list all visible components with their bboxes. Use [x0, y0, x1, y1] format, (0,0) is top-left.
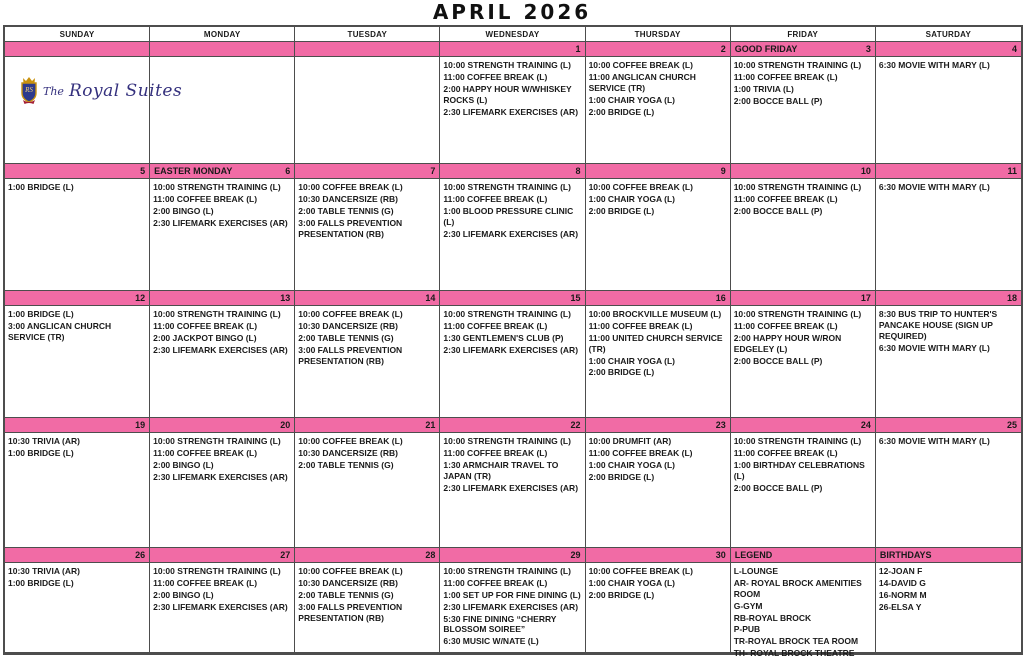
event-item: 10:00 COFFEE BREAK (L)	[588, 60, 693, 70]
weekday-header-saturday: SATURDAY	[876, 27, 1021, 42]
day-band	[440, 418, 585, 433]
event-item: 10:30 TRIVIA (AR)	[8, 436, 80, 446]
day-cell	[295, 306, 440, 418]
event-item: 2:00 BINGO (L)	[153, 205, 214, 216]
event-item: 2:30 LIFEMARK EXERCISES (AR)	[443, 601, 579, 612]
event-item: 6:30 MOVIE WITH MARY (L)	[878, 436, 990, 446]
day-band	[295, 548, 440, 563]
day-number: 14	[425, 293, 436, 303]
day-band	[876, 42, 1021, 57]
day-band	[876, 418, 1021, 433]
day-number: 21	[425, 420, 436, 430]
day-band	[5, 548, 150, 563]
event-item: 10:00 STRENGTH TRAINING (L)	[443, 182, 571, 192]
day-band	[5, 164, 150, 179]
day-cell	[5, 563, 150, 653]
event-item: 2:00 TABLE TENNIS (G)	[298, 459, 394, 470]
day-band	[586, 42, 731, 57]
event-item: 2:00 JACKPOT BINGO (L)	[153, 332, 257, 343]
day-band	[295, 291, 440, 306]
event-item: 2:00 BRIDGE (L)	[588, 589, 655, 600]
event-item: 10:00 COFFEE BREAK (L)	[298, 182, 403, 192]
calendar-grid	[3, 25, 1023, 659]
day-cell	[5, 57, 150, 164]
weekday-header-sunday: SUNDAY	[5, 27, 150, 42]
event-item: 10:00 STRENGTH TRAINING (L)	[733, 60, 862, 70]
event-item: 11:00 UNITED CHURCH SERVICE (TR)	[588, 332, 723, 354]
event-item: 1:00 SET UP FOR FINE DINING (L)	[443, 589, 581, 600]
page-title: APRIL 2026	[432, 0, 592, 24]
day-band	[5, 418, 150, 433]
svg-text:RS: RS	[25, 86, 33, 94]
day-cell	[731, 563, 876, 659]
day-band	[586, 548, 731, 563]
day-number: 4	[1011, 44, 1017, 54]
day-cell	[295, 563, 440, 653]
event-item: 1:00 BRIDGE (L)	[8, 309, 74, 319]
day-cell	[150, 306, 295, 418]
event-item: 2:00 HAPPY HOUR W/WHISKEY ROCKS (L)	[443, 83, 572, 105]
day-number: 16	[715, 293, 726, 303]
day-cell	[440, 563, 585, 653]
event-item: 2:30 LIFEMARK EXERCISES (AR)	[153, 344, 288, 355]
day-number: 3	[865, 44, 871, 54]
day-cell	[440, 433, 585, 548]
event-item: AR- ROYAL BROCK AMENITIES ROOM	[733, 577, 862, 599]
event-item: 6:30 MOVIE WITH MARY (L)	[878, 342, 990, 353]
event-item: 1:00 CHAIR YOGA (L)	[588, 355, 675, 366]
day-cell	[440, 57, 585, 164]
event-item: 3:00 FALLS PREVENTION PRESENTATION (RB)	[298, 601, 403, 623]
event-item: 10:00 STRENGTH TRAINING (L)	[153, 309, 281, 319]
day-band	[876, 291, 1021, 306]
event-item: 10:30 DANCERSIZE (RB)	[298, 320, 398, 331]
day-cell	[586, 563, 731, 653]
event-item: 11:00 ANGLICAN CHURCH SERVICE (TR)	[588, 71, 696, 93]
weekday-header-tuesday: TUESDAY	[295, 27, 440, 42]
event-item: 11:00 COFFEE BREAK (L)	[733, 193, 838, 204]
day-band	[5, 291, 150, 306]
day-band	[440, 164, 585, 179]
event-item: 10:00 STRENGTH TRAINING (L)	[443, 309, 571, 319]
event-item: 16-NORM M	[878, 589, 927, 600]
day-number: 28	[425, 550, 436, 560]
day-number: 6	[285, 166, 291, 176]
day-number: 18	[1006, 293, 1017, 303]
day-cell	[150, 179, 295, 291]
day-cell	[295, 57, 440, 164]
day-number: 5	[140, 166, 146, 176]
day-band	[150, 548, 295, 563]
day-band	[731, 164, 876, 179]
day-band	[586, 164, 731, 179]
event-item: 11:00 COFFEE BREAK (L)	[588, 320, 693, 331]
day-number: 15	[570, 293, 581, 303]
event-item: 2:00 BRIDGE (L)	[588, 471, 655, 482]
event-item: 11:00 COFFEE BREAK (L)	[153, 320, 258, 331]
event-item: 10:00 COFFEE BREAK (L)	[298, 309, 403, 319]
logo-text-the: The	[43, 84, 64, 98]
event-item: 10:00 STRENGTH TRAINING (L)	[443, 566, 571, 576]
event-item: 2:00 BOCCE BALL (P)	[733, 482, 823, 493]
event-item: 11:00 COFFEE BREAK (L)	[153, 193, 258, 204]
event-item: 10:00 STRENGTH TRAINING (L)	[153, 182, 281, 192]
day-number: 13	[280, 293, 291, 303]
event-item: 1:00 BIRTHDAY CELEBRATIONS (L)	[733, 459, 865, 481]
event-item: 2:30 LIFEMARK EXERCISES (AR)	[153, 601, 288, 612]
event-item: 12-JOAN F	[878, 566, 923, 576]
day-number: 24	[860, 420, 871, 430]
weekday-header-wednesday: WEDNESDAY	[440, 27, 585, 42]
day-cell	[731, 179, 876, 291]
weekday-header-thursday: THURSDAY	[586, 27, 731, 42]
day-cell	[5, 433, 150, 548]
day-cell	[586, 57, 731, 164]
logo-text-name: Royal Suites	[68, 81, 183, 101]
day-cell	[731, 433, 876, 548]
day-number: 7	[430, 166, 436, 176]
event-item: 10:00 STRENGTH TRAINING (L)	[733, 309, 862, 319]
holiday-label: EASTER MONDAY	[154, 166, 233, 176]
event-item: 1:30 ARMCHAIR TRAVEL TO JAPAN (TR)	[443, 459, 559, 481]
day-cell	[150, 57, 295, 164]
day-cell	[150, 433, 295, 548]
event-item: 2:30 LIFEMARK EXERCISES (AR)	[153, 471, 288, 482]
day-band	[731, 548, 876, 563]
day-number: 29	[570, 550, 581, 560]
day-cell	[5, 306, 150, 418]
event-item: TR-ROYAL BROCK TEA ROOM	[733, 636, 859, 647]
event-item: 1:00 CHAIR YOGA (L)	[588, 193, 675, 204]
holiday-label: GOOD FRIDAY	[734, 44, 798, 54]
event-item: RB-ROYAL BROCK	[733, 612, 812, 623]
event-item: 8:30 BUS TRIP TO HUNTER'S PANCAKE HOUSE (SIGN UP REQUIRED)	[878, 309, 998, 341]
day-cell	[5, 179, 150, 291]
event-item: 10:00 DRUMFIT (AR)	[588, 436, 672, 446]
event-item: 11:00 COFFEE BREAK (L)	[733, 447, 838, 458]
event-item: 11:00 COFFEE BREAK (L)	[588, 447, 693, 458]
day-cell	[295, 179, 440, 291]
event-item: 11:00 COFFEE BREAK (L)	[443, 193, 548, 204]
day-number: 10	[860, 166, 871, 176]
event-item: 2:00 BOCCE BALL (P)	[733, 205, 823, 216]
day-band	[586, 418, 731, 433]
event-item: 2:00 BRIDGE (L)	[588, 106, 655, 117]
day-band	[876, 548, 1021, 563]
royal-suites-logo	[18, 76, 182, 106]
event-item: 10:30 TRIVIA (AR)	[8, 566, 80, 576]
event-item: 1:00 BRIDGE (L)	[8, 577, 74, 588]
event-item: 10:30 DANCERSIZE (RB)	[298, 447, 398, 458]
event-item: 3:00 FALLS PREVENTION PRESENTATION (RB)	[298, 344, 403, 366]
day-cell	[731, 306, 876, 418]
day-number: 12	[135, 293, 146, 303]
day-number: 22	[570, 420, 581, 430]
event-item: 3:00 FALLS PREVENTION PRESENTATION (RB)	[298, 217, 403, 239]
day-band	[150, 42, 295, 57]
weekday-header-monday: MONDAY	[150, 27, 295, 42]
day-number: 20	[280, 420, 291, 430]
event-item: 10:30 DANCERSIZE (RB)	[298, 193, 398, 204]
event-item: 6:30 MUSIC W/NATE (L)	[443, 636, 539, 647]
event-item: 6:30 MOVIE WITH MARY (L)	[878, 182, 990, 192]
event-item: 26-ELSA Y	[878, 601, 922, 612]
event-item: 11:00 COFFEE BREAK (L)	[443, 577, 548, 588]
event-item: 11:00 COFFEE BREAK (L)	[153, 447, 258, 458]
day-number: 19	[135, 420, 146, 430]
day-cell	[586, 306, 731, 418]
event-item: L-LOUNGE	[733, 566, 779, 576]
day-band	[440, 42, 585, 57]
day-band	[150, 418, 295, 433]
event-item: 10:00 COFFEE BREAK (L)	[588, 182, 693, 192]
day-number: 8	[575, 166, 581, 176]
day-number: 11	[1007, 166, 1017, 176]
day-number: 1	[575, 44, 581, 54]
event-item: 10:00 STRENGTH TRAINING (L)	[443, 436, 571, 446]
day-cell	[731, 57, 876, 164]
event-item: 10:00 STRENGTH TRAINING (L)	[153, 566, 281, 576]
day-number: 23	[715, 420, 726, 430]
event-item: 11:00 COFFEE BREAK (L)	[443, 71, 548, 82]
event-item: 10:00 STRENGTH TRAINING (L)	[733, 182, 862, 192]
event-item: 10:00 COFFEE BREAK (L)	[298, 436, 403, 446]
event-item: 2:00 TABLE TENNIS (G)	[298, 589, 394, 600]
event-item: 2:00 BOCCE BALL (P)	[733, 355, 823, 366]
event-item: 10:00 STRENGTH TRAINING (L)	[733, 436, 862, 446]
day-cell	[876, 563, 1021, 653]
event-item: 5:30 FINE DINING “CHERRY BLOSSOM SOIREE”	[443, 613, 557, 635]
day-band	[295, 164, 440, 179]
event-item: 2:30 LIFEMARK EXERCISES (AR)	[153, 217, 288, 228]
event-item: P-PUB	[733, 624, 761, 635]
day-cell	[150, 563, 295, 653]
event-item: 1:00 CHAIR YOGA (L)	[588, 577, 675, 588]
day-number: 17	[860, 293, 871, 303]
weekday-header-friday: FRIDAY	[731, 27, 876, 42]
event-item: 11:00 COFFEE BREAK (L)	[733, 320, 838, 331]
event-item: 2:30 LIFEMARK EXERCISES (AR)	[443, 106, 579, 117]
event-item: 3:00 ANGLICAN CHURCH SERVICE (TR)	[8, 320, 112, 342]
event-item: 2:30 LIFEMARK EXERCISES (AR)	[443, 344, 579, 355]
event-item: 10:30 DANCERSIZE (RB)	[298, 577, 398, 588]
event-item: 1:00 CHAIR YOGA (L)	[588, 94, 675, 105]
event-item: 1:00 BRIDGE (L)	[8, 182, 74, 192]
royal-suites-crest-icon	[18, 76, 40, 106]
event-item: 2:00 TABLE TENNIS (G)	[298, 205, 394, 216]
day-band	[731, 42, 876, 57]
day-cell	[876, 179, 1021, 291]
event-item: G-GYM	[733, 600, 763, 611]
event-item: 2:00 HAPPY HOUR W/RON EDGELEY (L)	[733, 332, 842, 354]
event-item: 2:00 TABLE TENNIS (G)	[298, 332, 394, 343]
day-cell	[440, 179, 585, 291]
holiday-label: BIRTHDAYS	[879, 550, 932, 560]
day-number: 2	[720, 44, 726, 54]
event-item: 10:00 STRENGTH TRAINING (L)	[153, 436, 281, 446]
day-number: 9	[720, 166, 726, 176]
day-band	[731, 291, 876, 306]
day-band	[876, 164, 1021, 179]
day-band	[440, 548, 585, 563]
day-cell	[295, 433, 440, 548]
day-cell	[440, 306, 585, 418]
event-item: 2:00 BRIDGE (L)	[588, 367, 655, 378]
day-band	[295, 42, 440, 57]
day-band	[295, 418, 440, 433]
event-item: 10:00 COFFEE BREAK (L)	[588, 566, 693, 576]
day-number: 26	[135, 550, 146, 560]
event-item: 14-DAVID G	[878, 577, 926, 588]
event-item: 11:00 COFFEE BREAK (L)	[443, 447, 548, 458]
event-item: 1:30 GENTLEMEN'S CLUB (P)	[443, 332, 564, 343]
day-cell	[876, 433, 1021, 548]
day-band	[731, 418, 876, 433]
event-item: 11:00 COFFEE BREAK (L)	[443, 320, 548, 331]
day-band	[150, 291, 295, 306]
day-band	[150, 164, 295, 179]
day-cell	[586, 433, 731, 548]
event-item: 11:00 COFFEE BREAK (L)	[153, 577, 258, 588]
day-cell	[586, 179, 731, 291]
day-cell	[876, 306, 1021, 418]
day-number: 27	[280, 550, 291, 560]
event-item: 1:00 TRIVIA (L)	[733, 83, 794, 94]
event-item: 2:30 LIFEMARK EXERCISES (AR)	[443, 228, 579, 239]
event-item: 2:00 BINGO (L)	[153, 459, 214, 470]
event-item: 11:00 COFFEE BREAK (L)	[733, 71, 838, 82]
day-cell	[876, 57, 1021, 164]
day-band	[586, 291, 731, 306]
event-item: 10:00 BROCKVILLE MUSEUM (L)	[588, 309, 722, 319]
event-item: TH- ROYAL BROCK THEATRE	[733, 648, 855, 659]
day-band	[440, 291, 585, 306]
day-number: 30	[715, 550, 726, 560]
event-item: 2:00 BRIDGE (L)	[588, 205, 655, 216]
holiday-label: LEGEND	[734, 550, 773, 560]
event-item: 1:00 BRIDGE (L)	[8, 447, 74, 458]
day-number: 25	[1006, 420, 1017, 430]
day-band	[5, 42, 150, 57]
event-item: 10:00 COFFEE BREAK (L)	[298, 566, 403, 576]
event-item: 2:30 LIFEMARK EXERCISES (AR)	[443, 482, 579, 493]
event-item: 1:00 CHAIR YOGA (L)	[588, 459, 675, 470]
event-item: 6:30 MOVIE WITH MARY (L)	[878, 60, 990, 70]
event-item: 2:00 BINGO (L)	[153, 589, 214, 600]
event-item: 1:00 BLOOD PRESSURE CLINIC (L)	[443, 205, 574, 227]
event-item: 10:00 STRENGTH TRAINING (L)	[443, 60, 571, 70]
event-item: 2:00 BOCCE BALL (P)	[733, 95, 823, 106]
